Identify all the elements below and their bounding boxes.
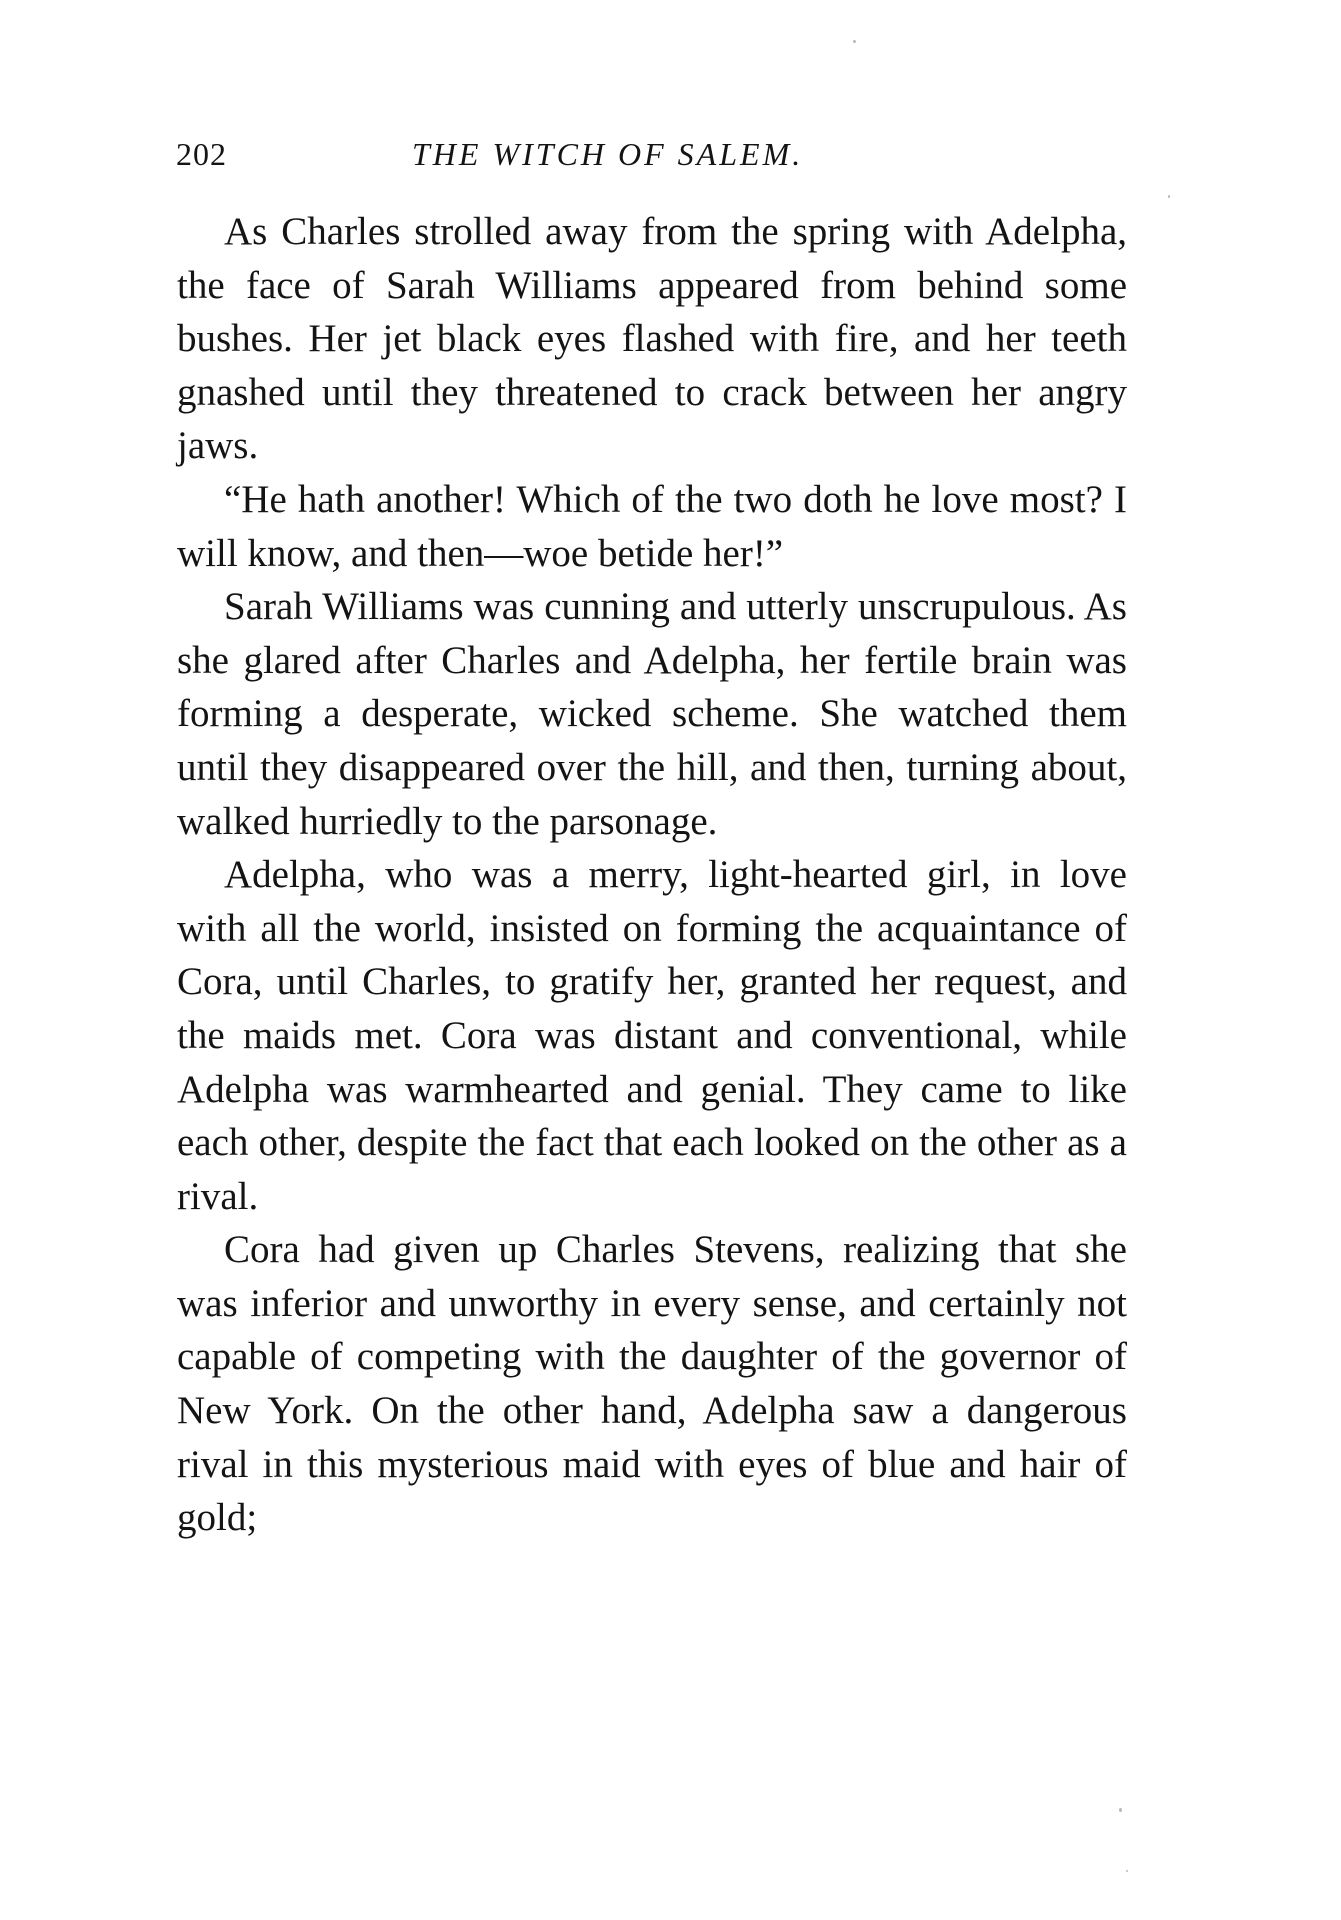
scan-speck xyxy=(1126,1870,1128,1872)
page-number: 202 xyxy=(176,136,227,172)
body-text xyxy=(177,205,1127,1545)
scan-speck xyxy=(853,40,856,43)
paragraph: “He hath another! Which of the two doth he love most? I will know, and then—woe betide her!” xyxy=(177,477,1127,575)
paragraph: Cora had given up Charles Stevens, realizing that she was inferior and unworthy in every sense, and certainly not capable of competing with the daughter of the governor of New York. On the other hand, Adelpha saw a dangerous rival in this mysterious maid with eyes of blue and hair of gold; xyxy=(177,1228,1127,1540)
paragraph: Adelpha, who was a merry, light-hearted girl, in love with all the world, insisted on forming the acquaintance of Cora, until Charles, to gratify her, granted her request, and the maids met. Cora was distant and conventional, while Adelpha was warmhearted and genial. They came to like each other, despite the fact that each looked on the other as a rival. xyxy=(177,853,1127,1218)
running-title: THE WITCH OF SALEM. xyxy=(412,136,804,172)
running-head xyxy=(176,136,1128,186)
paragraph: Sarah Williams was cunning and utterly unscrupulous. As she glared after Charles and Adelpha, her fertile brain was forming a desperate, wicked scheme. She watched them until they disappeared over the hill, and then, turning about, walked hurriedly to the parsonage. xyxy=(177,585,1127,843)
scan-speck xyxy=(1168,195,1170,198)
paragraph: As Charles strolled away from the spring with Adelpha, the face of Sarah Williams appeared from behind some bushes. Her jet black eyes flashed with fire, and her teeth gnashed until they threatened to crack between her angry jaws. xyxy=(177,210,1127,468)
scan-speck xyxy=(1119,1808,1122,1812)
